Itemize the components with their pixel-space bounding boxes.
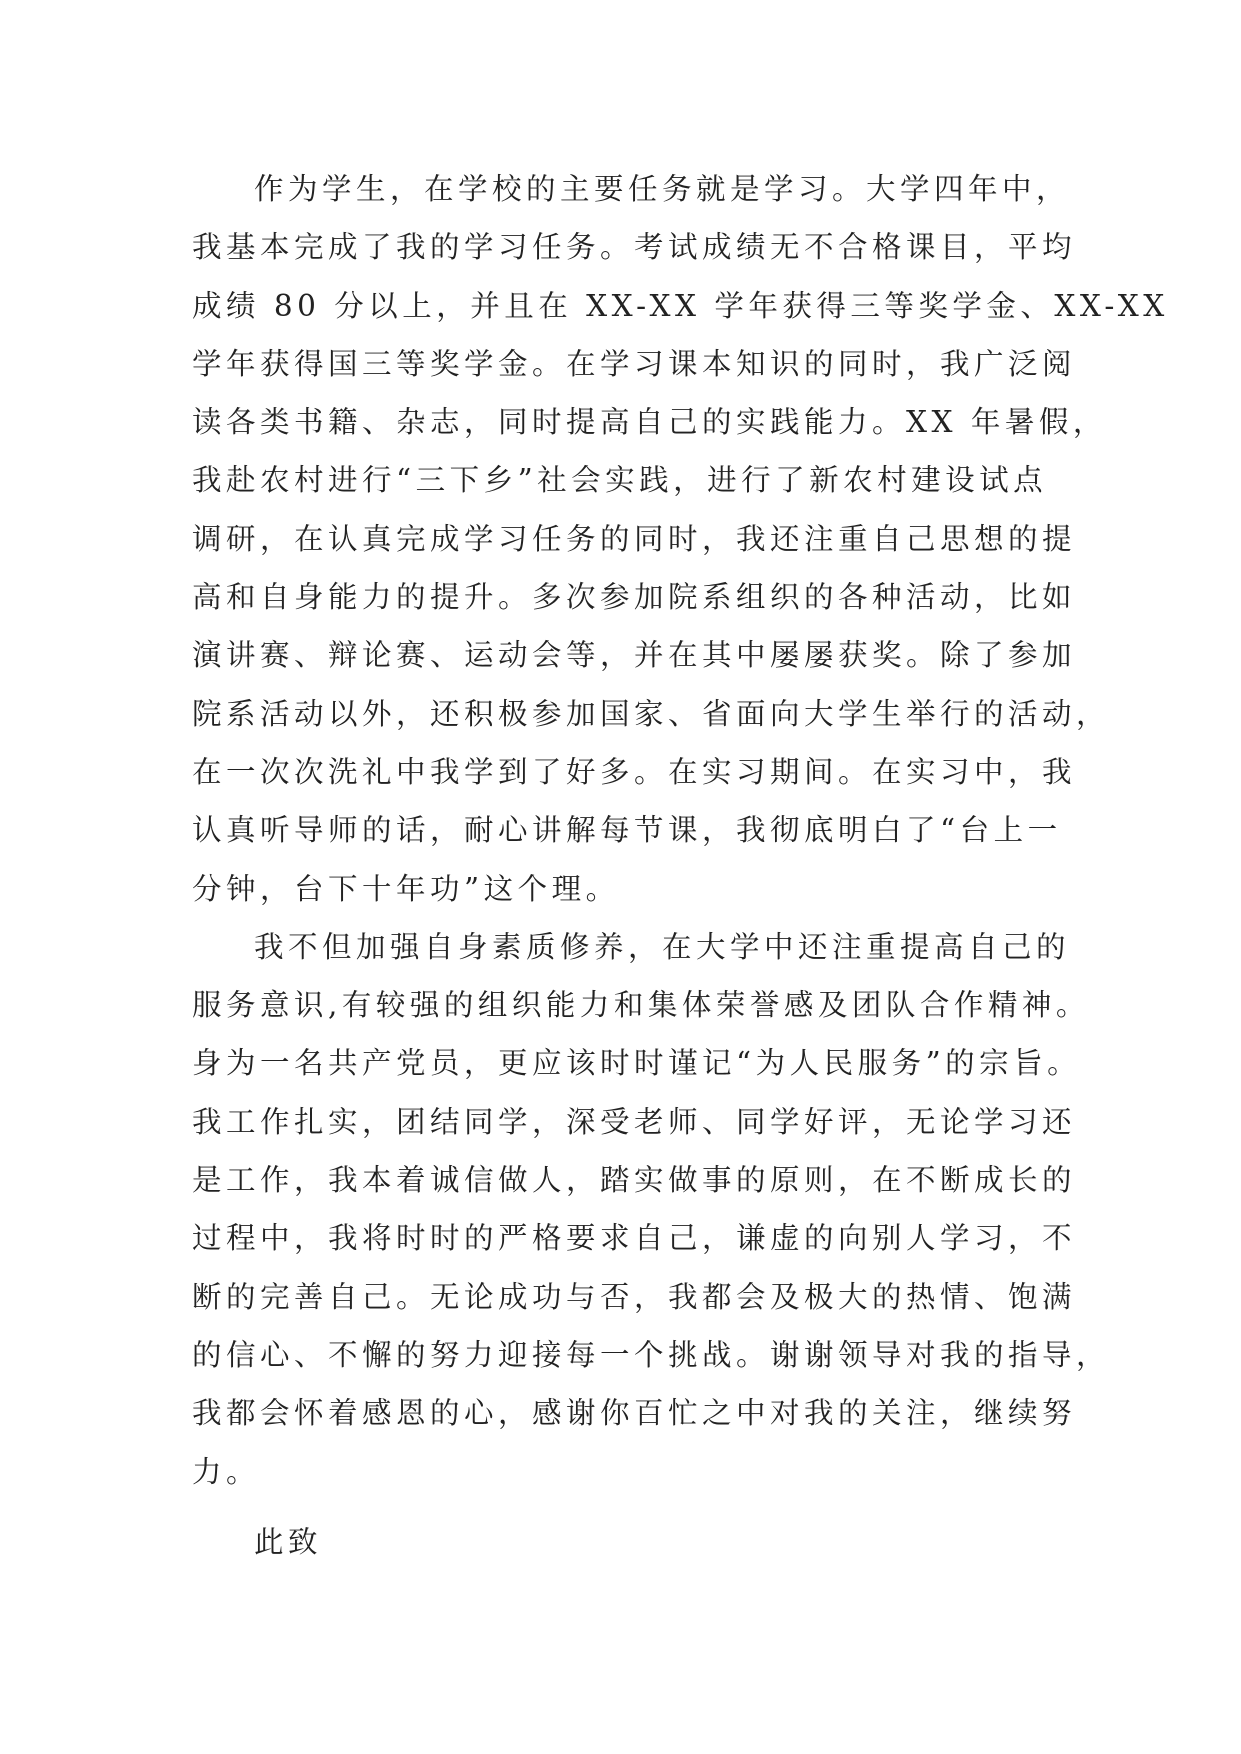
paragraph-line: 过程中，我将时时的严格要求自己，谦虚的向别人学习，不	[192, 1221, 1077, 1256]
spacer	[192, 1501, 1062, 1513]
paragraph-line: 我赴农村进行“三下乡”社会实践，进行了新农村建设试点	[192, 463, 1048, 498]
paragraph-line: 是工作，我本着诚信做人，踏实做事的原则，在不断成长的	[192, 1163, 1077, 1198]
paragraph-line: 读各类书籍、杂志，同时提高自己的实践能力。XX 年暑假，	[192, 405, 1107, 440]
paragraph-line: 高和自身能力的提升。多次参加院系组织的各种活动，比如	[192, 580, 1077, 615]
paragraph-2	[192, 918, 1111, 1501]
paragraph-line: 成绩 80 分以上，并且在 XX-XX 学年获得三等奖学金、XX-XX	[192, 288, 1169, 323]
paragraph-line: 我都会怀着感恩的心，感谢你百忙之中对我的关注，继续努	[192, 1396, 1077, 1431]
paragraph-line: 服务意识,有较强的组织能力和集体荣誉感及团队合作精神。	[192, 988, 1090, 1023]
paragraph-line: 我不但加强自身素质修养，在大学中还注重提高自己的	[254, 929, 1071, 964]
paragraph-line: 认真听导师的话，耐心讲解每节课，我彻底明白了“台上一	[192, 813, 1062, 848]
paragraph-line: 我基本完成了我的学习任务。考试成绩无不合格课目，平均	[192, 230, 1077, 265]
paragraph-1	[192, 160, 1169, 918]
closing-salutation: 此致	[254, 1524, 323, 1559]
paragraph-line: 调研，在认真完成学习任务的同时，我还注重自己思想的提	[192, 521, 1077, 556]
document-body	[192, 160, 1169, 1571]
paragraph-line: 力。	[192, 1454, 261, 1489]
paragraph-line: 院系活动以外，还积极参加国家、省面向大学生举行的活动，	[192, 696, 1111, 731]
paragraph-line: 演讲赛、辩论赛、运动会等，并在其中屡屡获奖。除了参加	[192, 638, 1077, 673]
paragraph-line: 作为学生，在学校的主要任务就是学习。大学四年中，	[254, 172, 1071, 206]
paragraph-line: 分钟，台下十年功”这个理。	[192, 871, 620, 906]
paragraph-line: 的信心、不懈的努力迎接每一个挑战。谢谢领导对我的指导，	[192, 1337, 1111, 1372]
paragraph-line: 在一次次洗礼中我学到了好多。在实习期间。在实习中，我	[192, 754, 1077, 789]
paragraph-line: 身为一名共产党员，更应该时时谨记“为人民服务”的宗旨。	[192, 1046, 1082, 1081]
paragraph-line: 我工作扎实，团结同学，深受老师、同学好评，无论学习还	[192, 1104, 1077, 1139]
paragraph-line: 断的完善自己。无论成功与否，我都会及极大的热情、饱满	[192, 1279, 1077, 1314]
paragraph-line: 学年获得国三等奖学金。在学习课本知识的同时，我广泛阅	[192, 346, 1077, 381]
